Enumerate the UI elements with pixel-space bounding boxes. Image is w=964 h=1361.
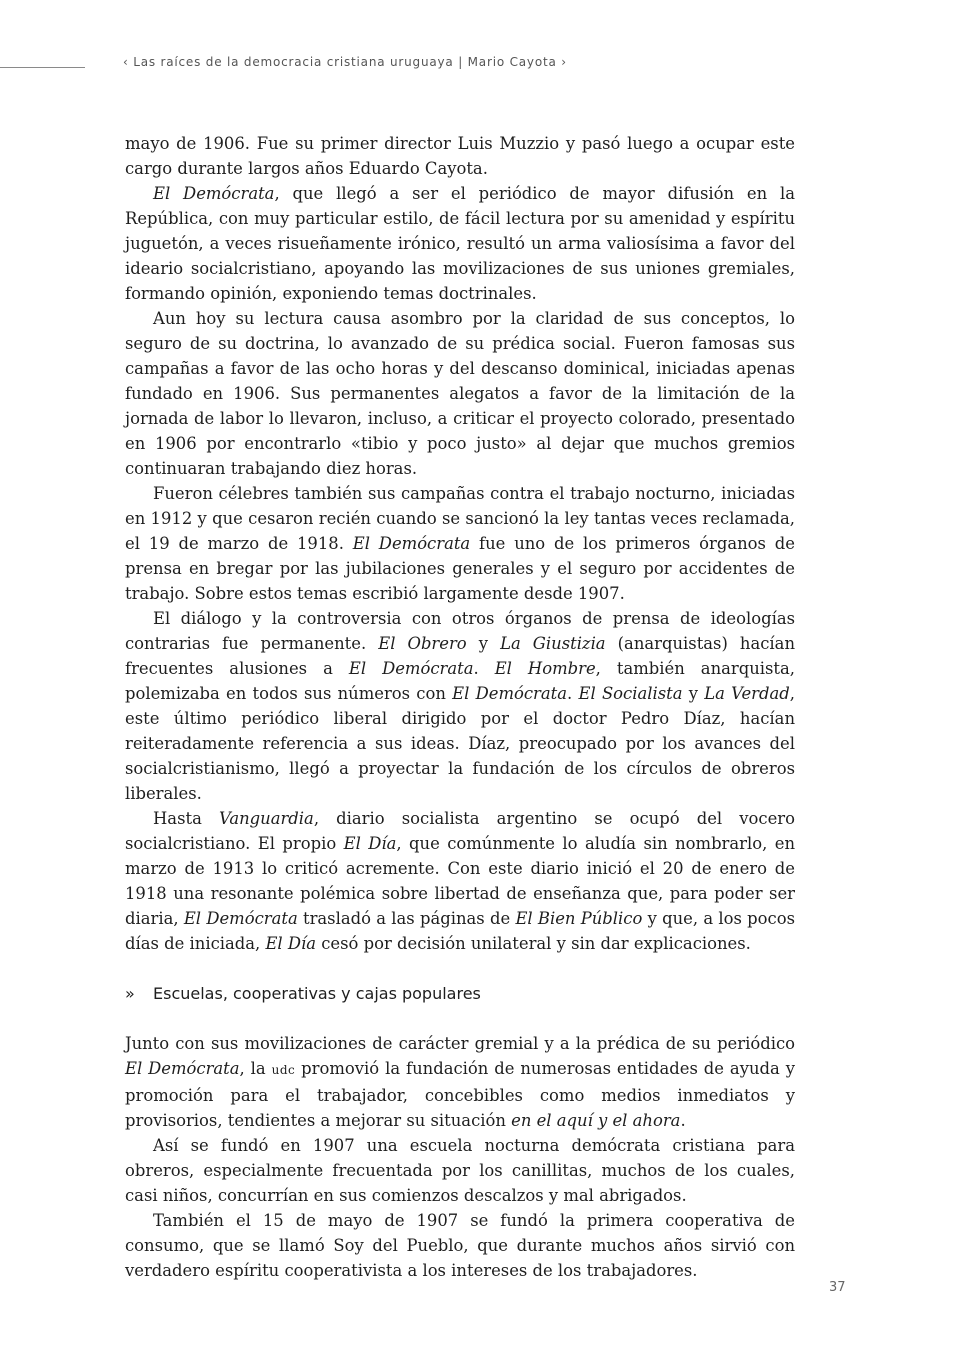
- text-run: y que, a los pocos días de iniciada,: [125, 909, 796, 953]
- text-run: .: [567, 684, 579, 703]
- text-run: Aun hoy su lectura causa asombro por la claridad de sus conceptos, lo seguro de su doctrina, lo avanzado de su prédica social. Fueron famosas sus campañas a favor de las ocho horas y del descanso dominical, iniciadas apenas fundado en 1906. Sus permanentes alegatos a favor de la limitación de la jornada de labor lo llevaron, incluso, a criticar el proyecto colorado, presentado en 1906 por encontrarlo «tibio y poco justo» al dejar que muchos gremios continuaran trabajando diez horas.: [125, 309, 795, 478]
- italic-title: El Día: [343, 834, 397, 853]
- text-run: Así se fundó en 1907 una escuela nocturna demócrata cristiana para obreros, especialmente frecuentada por los canillitas, muchos de los cuales, casi niños, concurrían en sus comienzos descalzos y mal abrigados.: [125, 1136, 795, 1205]
- italic-title: El Bien Público: [515, 909, 643, 928]
- paragraph: [125, 131, 795, 181]
- paragraph: [125, 806, 795, 956]
- text-run: y: [466, 634, 501, 653]
- paragraph: [125, 606, 795, 806]
- text-run: .: [680, 1111, 686, 1130]
- italic-title: El Demócrata: [125, 1059, 240, 1078]
- italic-title: El Socialista: [578, 684, 683, 703]
- paragraph-group-after-section: [125, 1031, 795, 1283]
- italic-title: Vanguardia: [218, 809, 314, 828]
- text-run: También el 15 de mayo de 1907 se fundó la primera cooperativa de consumo, que se llamó Soy del Pueblo, que durante muchos años sirvió con verdadero espíritu cooperativista a los intereses de los trabajadores.: [125, 1211, 795, 1280]
- text-run: (anarquistas) hacían frecuentes alusiones a: [125, 634, 795, 678]
- text-run: Junto con sus movilizaciones de carácter gremial y a la prédica de su periódico: [125, 1034, 795, 1053]
- italic-title: El Demócrata: [348, 659, 474, 678]
- text-run: promovió la fundación de numerosas entidades de ayuda y promoción para el trabajador, concebibles como medios inmediatos y provisorios, tendientes a mejorar su situación: [125, 1059, 795, 1130]
- italic-title: El Demócrata: [452, 684, 568, 703]
- page-number: 37: [829, 1280, 846, 1295]
- text-run: fue uno de los primeros órganos de prensa en bregar por las jubilaciones generales y el seguro por accidentes de trabajo. Sobre estos temas escribió largamente desde 1907.: [125, 534, 795, 603]
- italic-title: en el aquí y el ahora: [511, 1111, 681, 1130]
- italic-title: El Obrero: [378, 634, 467, 653]
- text-run: cesó por decisión unilateral y sin dar explicaciones.: [316, 934, 751, 953]
- text-run: , la: [239, 1059, 272, 1078]
- paragraph: [125, 306, 795, 481]
- italic-title: El Hombre: [494, 659, 596, 678]
- text-run: , diario socialista argentino se ocupó del vocero socialcristiano. El propio: [125, 809, 795, 853]
- text-run: Hasta: [153, 809, 219, 828]
- text-run: , este último periódico liberal dirigido por el doctor Pedro Díaz, hacían reiteradamente referencia a sus ideas. Díaz, preocupado por los avances del socialcristianismo, llegó a proyectar la fundación de los círculos de obreros liberales.: [125, 684, 795, 803]
- running-head: ‹ Las raíces de la democracia cristiana uruguaya | Mario Cayota ›: [123, 55, 567, 69]
- text-run: , que comúnmente lo aludía sin nombrarlo, en marzo de 1913 lo criticó acremente. Con este diario inició el 20 de enero de 1918 una resonante polémica sobre libertad de enseñanza que, para poder ser diaria,: [125, 834, 795, 928]
- italic-title: El Demócrata: [183, 909, 298, 928]
- text-run: Fueron célebres también sus campañas contra el trabajo nocturno, iniciadas en 1912 y que cesaron recién cuando se sancionó la ley tantas veces reclamada, el 19 de marzo de 1918.: [125, 484, 795, 553]
- paragraph: [125, 1208, 795, 1283]
- paragraph: [125, 1031, 795, 1133]
- text-run: mayo de 1906. Fue su primer director Luis Muzzio y pasó luego a ocupar este cargo durante largos años Eduardo Cayota.: [125, 134, 795, 178]
- italic-title: El Demócrata: [153, 184, 275, 203]
- header-rule: [0, 67, 85, 68]
- text-run: , también anarquista, polemizaba en todos sus números con: [125, 659, 795, 703]
- text-run: y: [682, 684, 705, 703]
- section-bullet: »: [125, 984, 135, 1003]
- italic-title: La Verdad: [704, 684, 790, 703]
- text-run: .: [473, 659, 495, 678]
- text-run: El diálogo y la controversia con otros órganos de prensa de ideologías contrarias fue permanente.: [125, 609, 795, 653]
- text-run: trasladó a las páginas de: [297, 909, 516, 928]
- italic-title: El Demócrata: [352, 534, 471, 553]
- italic-title: El Día: [265, 934, 317, 953]
- section-title: Escuelas, cooperativas y cajas populares: [153, 984, 481, 1003]
- text-run: , que llegó a ser el periódico de mayor difusión en la República, con muy particular estilo, de fácil lectura por su amenidad y espíritu juguetón, a veces risueñamente irónico, resultó un arma valiosísima a favor del ideario socialcristiano, apoyando las movilizaciones de sus uniones gremiales, formando opinión, exponiendo temas doctrinales.: [125, 184, 795, 303]
- italic-title: La Giustizia: [500, 634, 606, 653]
- paragraph: [125, 181, 795, 306]
- section-heading: [125, 981, 795, 1006]
- body-text: [125, 131, 795, 1283]
- paragraph: [125, 481, 795, 606]
- text-run: udc: [271, 1063, 296, 1077]
- paragraph: [125, 1133, 795, 1208]
- paragraph-group-before-section: [125, 131, 795, 956]
